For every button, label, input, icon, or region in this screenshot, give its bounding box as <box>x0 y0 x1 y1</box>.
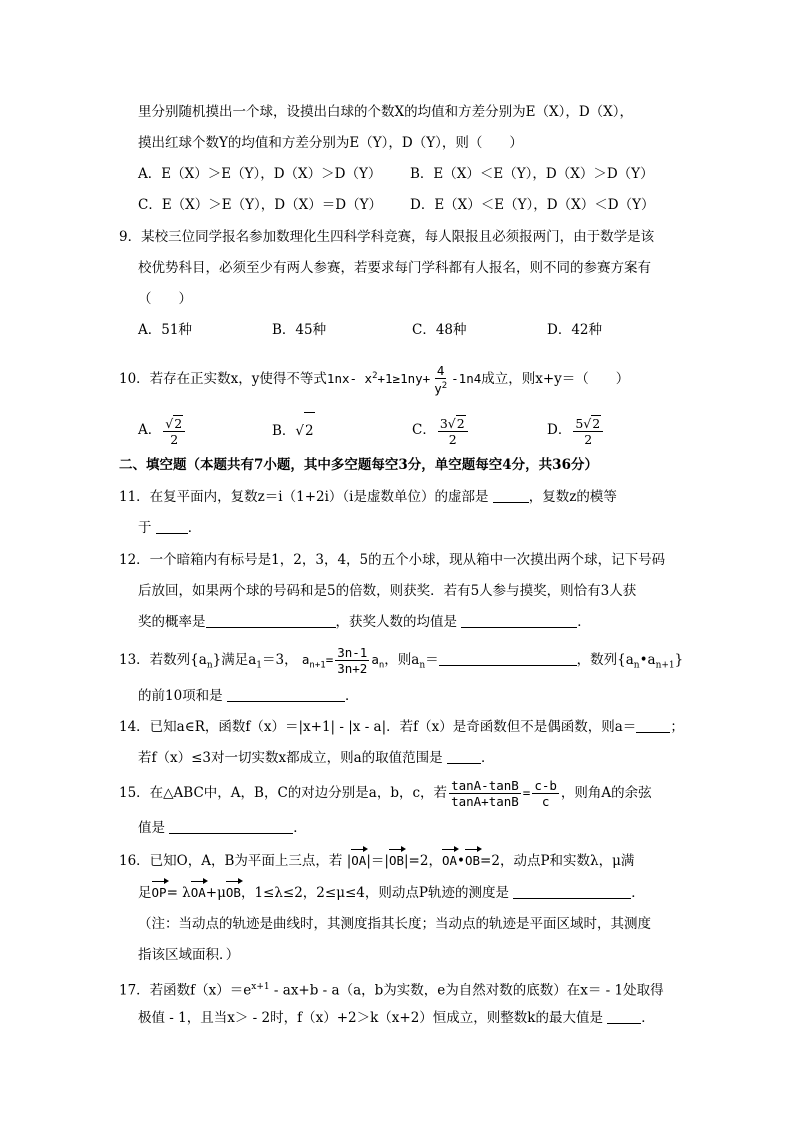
q11-blank-imaginary-part[interactable] <box>493 488 529 503</box>
q11-line1: 11．在复平面内，复数z＝i（1+2i）（i是虚数单位）的虚部是 ，复数z的模等 <box>119 489 617 505</box>
q12-blank-mean[interactable] <box>461 613 577 628</box>
q15-line2: 值是 ． <box>138 820 307 836</box>
q12-line1: 12．一个暗箱内有标号是1，2，3，4，5的五个小球，现从箱中一次摸出两个球，记下号码 <box>119 552 666 568</box>
q8-line2: 摸出红球个数Y的均值和方差分别为E（Y），D（Y），则（ ） <box>138 135 523 151</box>
q17-line1: 17．若函数$f(x)=e^{x+1} - ax+b - a(a$，b为实数，e为自然对数的底数）在x＝ - 1处取得 <box>119 982 664 999</box>
q13-line2: 的前10项和是 ． <box>138 688 359 704</box>
q16-note-line1: （注：当动点的轨迹是曲线时，其测度指其长度；当动点的轨迹是平面区域时，其测度 <box>138 916 651 932</box>
q11-line2: 于 ． <box>138 520 202 536</box>
q12-line2: 后放回，如果两个球的号码和是5的倍数，则获奖．若有5人参与摸奖，则恰有3人获 <box>138 583 637 599</box>
q10-fraction: $\frac{4}{y^2}$ <box>434 363 448 397</box>
q9-line1: 9．某校三位同学报名参加数理化生四科学科竞赛，每人限报且必须报两门，由于数学是该 <box>119 229 655 245</box>
q14-line1: 14．已知a∈R，函数f（x）＝|x+1| - |x - a|．若f（x）是奇函数但不是偶函数，则a＝ ； <box>119 719 684 735</box>
q15-equation: $\frac{\tan A-\tan B}{\tan A+\tan B}$ = $\frac{c-b}{c}$ <box>451 778 557 809</box>
section-2-heading: 二、填空题（本题共有7小题，其中多空题每空3分，单空题每空4分，共36分） <box>119 457 598 473</box>
q8-option-a: A．E（X）＞E（Y），D（X）＞D（Y） <box>138 166 382 182</box>
q9-option-a: A．51种 <box>138 322 192 338</box>
q12-blank-probability[interactable] <box>206 613 336 628</box>
q8-option-c: C．E（X）＞E（Y），D（X）＝D（Y） <box>138 197 382 213</box>
q8-option-b: B．E（X）＜E（Y），D（X）＞D（Y） <box>410 166 654 182</box>
q16-line1: 16．已知O，A，B为平面上三点，若 |OA|＝|OB|=2，OA•OB=2，动点P和实数λ，μ满 <box>119 853 635 869</box>
q15-blank-cosine[interactable] <box>169 819 293 834</box>
q13-line1: 13．若数列$\{a_n\}$满足$a_1=3$， $a_{n+1}=$ $\frac{3n-1}{3n+2}$ $a_n$，则$a_n=$ ，数列$\{a_n•a_{n+1}\}$ <box>119 645 684 676</box>
q17-blank-k-max[interactable] <box>607 1009 641 1024</box>
q12-line3: 奖的概率是 ，获奖人数的均值是 ． <box>138 614 591 630</box>
q10-option-d: D． $\frac{5√2}{2}$ <box>547 412 605 448</box>
q8-line1: 里分别随机摸出一个球，设摸出白球的个数X的均值和方差分别为E（X），D（X）， <box>138 104 634 120</box>
q13-blank-general-term[interactable] <box>439 651 577 666</box>
q10-option-a: A． $\frac{√2}{2}$ <box>138 412 187 448</box>
q10-stem <box>119 358 629 397</box>
q10-prefix: 10．若存在正实数x，y使得不等式 <box>119 371 327 388</box>
q8-option-d: D．E（X）＜E（Y），D（X）＜D（Y） <box>410 197 655 213</box>
q9-line3: （ ） <box>138 291 192 307</box>
q14-line2: 若f（x）≤3对一切实数x都成立，则a的取值范围是 ． <box>138 750 495 766</box>
q10-suffix: 成立，则x+y＝（ ） <box>481 371 630 388</box>
q11-blank-modulus[interactable] <box>156 519 188 534</box>
q14-blank-a-value[interactable] <box>636 718 670 733</box>
q13-blank-sum[interactable] <box>227 687 345 702</box>
q15-line1: 15．在△ABC中，A，B，C的对边分别是a，b，c，若 $\frac{\tan A-\tan B}{\tan A+\tan B}$ = $\frac{c-b}{c}$ ，则角A的余弦 <box>119 778 652 809</box>
q9-option-d: D．42种 <box>547 322 603 338</box>
q16-blank-measure[interactable] <box>513 884 631 899</box>
q10-option-c: C． $\frac{3√2}{2}$ <box>412 412 470 448</box>
q9-line2: 校优势科目，必须至少有两人参赛，若要求每门学科都有人报名，则不同的参赛方案有 <box>138 260 651 276</box>
q10-inequality: 1nx- $x^2+1\ge 1ny+$ $\frac{4}{y^2}$ -1n4 <box>326 363 482 397</box>
q16-note-line2: 指该区域面积．） <box>138 947 240 963</box>
q13-recurrence: $a_{n+1}=$ $\frac{3n-1}{3n+2}$ $a_n$ <box>301 645 385 676</box>
q9-option-b: B．45种 <box>272 322 327 338</box>
q16-line2: 足OP= λOA+μOB，1≤λ≤2，2≤μ≤4，则动点P轨迹的测度是 ． <box>138 885 645 901</box>
q9-option-c: C．48种 <box>412 322 467 338</box>
q10-option-b: B．√2 <box>272 412 315 449</box>
q14-blank-a-range[interactable] <box>447 749 481 764</box>
q17-line2: 极值 - 1，且当x＞ - 2时，f（x）+2＞k（x+2）恒成立，则整数k的最大值是 ． <box>138 1010 655 1026</box>
